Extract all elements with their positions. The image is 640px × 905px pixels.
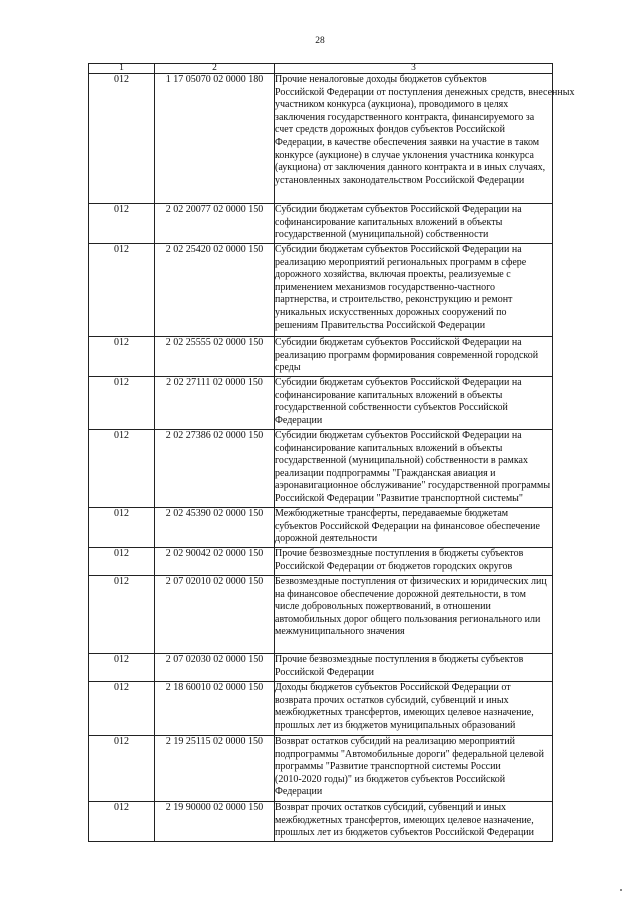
column-header-2: 2 (155, 64, 275, 74)
revenue-name-line: Российской Федерации (275, 666, 375, 678)
revenue-name-line: Субсидии бюджетам субъектов Российской Федерации на (275, 377, 522, 388)
revenue-name-cell (275, 802, 553, 842)
admin-code-cell: 012 (89, 244, 155, 337)
revenue-code-cell: 2 07 02010 02 0000 150 (155, 576, 275, 654)
admin-code-cell: 012 (89, 654, 155, 682)
revenue-name-line: Субсидии бюджетам субъектов Российской Федерации на (275, 337, 522, 348)
revenue-name-cell (275, 548, 553, 576)
revenue-name-line: уникальных искусственных дорожных сооружений по (275, 306, 507, 318)
admin-code-cell: 012 (89, 682, 155, 736)
revenue-name-cell (275, 244, 553, 337)
table-row (89, 244, 553, 337)
table-row (89, 508, 553, 548)
table-row (89, 74, 553, 204)
revenue-name-line: решениям Правительства Российской Федерации (275, 319, 486, 331)
revenue-name-line: реализацию мероприятий региональных программ в сфере (275, 256, 527, 268)
revenue-name-line: государственной (муниципальной) собственности в рамках (275, 455, 528, 467)
column-header-1: 1 (89, 64, 155, 74)
revenue-name-line: счет средств дорожных фондов субъектов Российской (275, 124, 505, 136)
table-row (89, 548, 553, 576)
revenue-name-line: программы "Развитие транспортной системы России (275, 761, 501, 773)
revenue-name-line: участником конкурса (аукциона), проводимого в целях (275, 99, 509, 111)
revenue-name-line: государственной (муниципальной) собственности (275, 229, 489, 241)
revenue-name-cell (275, 430, 553, 508)
revenue-name-line: дорожного хозяйства, включая проекты, реализуемые с (275, 269, 511, 281)
revenue-name-line: межбюджетных трансфертов, имеющих целевое назначение, (275, 707, 534, 719)
revenue-code-cell: 2 02 25555 02 0000 150 (155, 337, 275, 377)
revenue-name-line: установленных законодательством Российской Федерации (275, 174, 525, 186)
revenue-code-cell: 2 02 25420 02 0000 150 (155, 244, 275, 337)
revenue-name-line: (2010-2020 годы)" из бюджетов субъектов Российской (275, 773, 506, 785)
admin-code-cell: 012 (89, 337, 155, 377)
table-row (89, 337, 553, 377)
admin-code-cell: 012 (89, 430, 155, 508)
admin-code-cell: 012 (89, 74, 155, 204)
revenue-code-cell: 2 19 90000 02 0000 150 (155, 802, 275, 842)
table-row (89, 654, 553, 682)
revenue-name-line: заключения государственного контракта, финансируемого за (275, 111, 535, 123)
revenue-name-line: реализации подпрограммы "Гражданская авиация и (275, 467, 496, 479)
revenue-name-line: автомобильных дорог общего пользования регионального или (275, 613, 541, 625)
table-row (89, 682, 553, 736)
revenue-name-line: реализацию программ формирования современной городской (275, 349, 539, 361)
page-number: 28 (315, 36, 325, 46)
revenue-name-line: конкурсе (аукционе) в случае уклонения участника конкурса (275, 149, 534, 161)
revenue-name-cell (275, 74, 575, 204)
revenue-name-line: Субсидии бюджетам субъектов Российской Федерации на (275, 244, 522, 255)
revenue-code-cell: 2 02 45390 02 0000 150 (155, 508, 275, 548)
table-row (89, 430, 553, 508)
admin-code-cell: 012 (89, 576, 155, 654)
revenue-code-cell: 2 02 20077 02 0000 150 (155, 204, 275, 244)
revenue-name-line: субъектов Российской Федерации на финансовое обеспечение (275, 520, 540, 532)
table-row (89, 576, 553, 654)
revenue-code-cell: 2 02 27111 02 0000 150 (155, 377, 275, 430)
admin-code-cell: 012 (89, 508, 155, 548)
revenue-name-cell (275, 736, 553, 802)
revenue-code-cell: 2 07 02030 02 0000 150 (155, 654, 275, 682)
revenue-name-cell (275, 204, 553, 244)
revenue-code-cell: 2 02 90042 02 0000 150 (155, 548, 275, 576)
revenue-name-line: Межбюджетные трансферты, передаваемые бюджетам (275, 508, 509, 519)
admin-code-cell: 012 (89, 802, 155, 842)
revenue-name-line: Федерации (275, 786, 323, 798)
revenue-name-line: Российской Федерации "Развитие транспортной системы" (275, 492, 523, 504)
revenue-name-cell (275, 377, 553, 430)
revenue-name-line: Федерации (275, 414, 323, 426)
revenue-name-line: среды (275, 362, 301, 374)
revenue-code-cell: 2 19 25115 02 0000 150 (155, 736, 275, 802)
revenue-name-line: Безвозмездные поступления от физических и юридических лиц (275, 576, 547, 587)
revenue-name-line: дорожной деятельности (275, 533, 378, 545)
table-row (89, 204, 553, 244)
revenue-name-line: Возврат остатков субсидий на реализацию мероприятий (275, 736, 515, 747)
table-row (89, 802, 553, 842)
revenue-name-line: на финансовое обеспечение дорожной деятельности, в том (275, 588, 526, 600)
revenue-code-cell: 1 17 05070 02 0000 180 (155, 74, 275, 204)
revenue-name-line: софинансирование капитальных вложений в объекты (275, 442, 503, 454)
scan-artifact (620, 889, 622, 891)
admin-code-cell: 012 (89, 204, 155, 244)
revenue-name-line: государственной собственности субъектов Российской (275, 402, 508, 414)
revenue-name-line: аэронавигационное обслуживание" государственной программы (275, 480, 551, 492)
revenue-name-line: Субсидии бюджетам субъектов Российской Федерации на (275, 430, 522, 441)
revenue-name-cell (275, 337, 553, 377)
revenue-name-line: софинансирование капитальных вложений в объекты (275, 389, 503, 401)
revenue-name-cell (275, 576, 553, 654)
revenue-name-line: Российской Федерации от бюджетов городских округов (275, 560, 513, 572)
revenue-code-cell: 2 02 27386 02 0000 150 (155, 430, 275, 508)
revenue-name-cell (275, 654, 553, 682)
revenue-name-line: Прочие неналоговые доходы бюджетов субъектов (275, 74, 487, 85)
admin-code-cell: 012 (89, 377, 155, 430)
revenue-name-line: возврата прочих остатков субсидий, субвенций и иных (275, 694, 509, 706)
revenue-name-line: Прочие безвозмездные поступления в бюджеты субъектов (275, 654, 524, 665)
revenue-name-line: межмуниципального значения (275, 626, 405, 638)
revenue-name-line: Прочие безвозмездные поступления в бюджеты субъектов (275, 548, 524, 559)
revenue-name-line: софинансирование капитальных вложений в объекты (275, 216, 503, 228)
revenue-name-cell (275, 682, 553, 736)
revenue-name-line: Субсидии бюджетам субъектов Российской Федерации на (275, 204, 522, 215)
revenue-code-cell: 2 18 60010 02 0000 150 (155, 682, 275, 736)
table-header-row (89, 64, 553, 74)
revenue-name-cell (275, 508, 553, 548)
revenue-name-line: прошлых лет из бюджетов субъектов Российской Федерации (275, 827, 534, 839)
table-row (89, 377, 553, 430)
revenue-name-line: Российской Федерации от поступления денежных средств, внесенных (275, 86, 575, 98)
revenue-name-line: числе добровольных пожертвований, в отношении (275, 601, 491, 613)
revenue-codes-table (88, 63, 575, 842)
table-row (89, 736, 553, 802)
revenue-name-line: Федерации, в качестве обеспечения заявки на участие в таком (275, 136, 540, 148)
revenue-name-line: Доходы бюджетов субъектов Российской Федерации от (275, 682, 511, 693)
revenue-name-line: прошлых лет из бюджетов муниципальных образований (275, 719, 516, 731)
revenue-name-line: партнерства, и строительство, реконструкцию и ремонт (275, 294, 513, 306)
revenue-name-line: Возврат прочих остатков субсидий, субвенций и иных (275, 802, 507, 813)
admin-code-cell: 012 (89, 548, 155, 576)
revenue-name-line: (аукциона) от заключения данного контракта и в иных случаях, (275, 162, 546, 174)
column-header-3: 3 (275, 64, 553, 74)
revenue-name-line: межбюджетных трансфертов, имеющих целевое назначение, (275, 814, 534, 826)
admin-code-cell: 012 (89, 736, 155, 802)
revenue-name-line: подпрограммы "Автомобильные дороги" федеральной целевой (275, 748, 545, 760)
revenue-name-line: применением механизмов государственно-частного (275, 281, 495, 293)
